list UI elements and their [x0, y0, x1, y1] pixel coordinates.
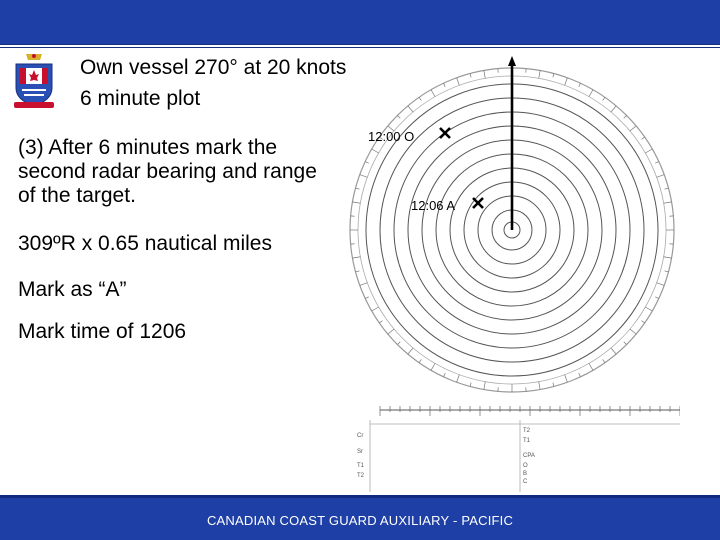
bearing-tick	[645, 149, 652, 153]
form-left-label: Sr	[357, 449, 363, 455]
bearing-tick	[655, 162, 659, 164]
slide-title	[80, 52, 346, 114]
top-banner	[0, 0, 720, 44]
form-right-label: C	[523, 479, 528, 485]
bearing-tick	[365, 162, 369, 164]
target-a-marker-icon	[473, 198, 483, 208]
bearing-tick	[397, 342, 400, 345]
bearing-tick	[397, 115, 400, 118]
bearing-tick	[611, 106, 616, 112]
bearing-tick	[431, 90, 435, 97]
form-left-label: T1	[357, 463, 365, 469]
bearing-tick	[657, 283, 665, 286]
bearing-tick	[539, 382, 540, 390]
form-right-label: O	[523, 463, 528, 469]
bearing-tick	[611, 348, 616, 354]
title-line-2: 6 minute plot	[80, 87, 201, 110]
bearing-tick	[641, 137, 644, 139]
bearing-text: 309ºR x 0.65 nautical miles	[18, 232, 272, 255]
bearing-tick	[360, 283, 368, 286]
bearing-tick	[388, 329, 394, 334]
bearing-tick	[484, 382, 485, 390]
bearing-tick	[553, 74, 554, 78]
bearing-tick	[470, 383, 471, 387]
bearing-tick	[419, 97, 421, 100]
mark-time-text: Mark time of 1206	[18, 320, 187, 343]
bearing-tick	[352, 257, 360, 258]
bearing-tick	[444, 373, 446, 377]
bearing-tick	[665, 188, 669, 189]
bearing-tick	[372, 149, 379, 153]
footer-text: CANADIAN COAST GUARD AUXILIARY - PACIFIC	[206, 513, 514, 528]
position-a-label: 12:06 A	[411, 198, 456, 213]
bearing-tick	[664, 257, 672, 258]
bearing-tick	[539, 70, 540, 78]
form-right-label: T2	[523, 428, 531, 434]
bearing-tick	[360, 175, 368, 178]
bearing-tick	[408, 348, 413, 354]
target-o-marker-icon	[440, 128, 450, 138]
title-line-1: Own vessel 270° at 20 knots	[80, 56, 347, 79]
bearing-tick	[352, 202, 360, 203]
bearing-tick	[372, 307, 379, 311]
bearing-tick	[356, 188, 360, 189]
mark-as-text: Mark as “A”	[18, 278, 127, 301]
bearing-tick	[457, 78, 460, 86]
heading-arrow-icon	[508, 56, 516, 66]
bearing-tick	[484, 70, 485, 78]
bearing-tick	[645, 307, 652, 311]
instruction-step: (3) After 6 minutes mark the second radar bearing and range of the target.	[18, 136, 317, 207]
bearing-tick	[655, 297, 659, 299]
form-right-label: CPA	[523, 453, 535, 459]
bearing-tick	[431, 363, 435, 370]
bearing-tick	[579, 373, 581, 377]
form-right-label: T1	[523, 438, 531, 444]
bearing-tick	[356, 271, 360, 272]
bearing-tick	[457, 375, 460, 383]
bearing-tick	[365, 297, 369, 299]
bearing-tick	[444, 83, 446, 87]
form-left-label: Cr	[357, 433, 364, 439]
form-left-label: T2	[357, 473, 365, 479]
bearing-tick	[379, 321, 382, 323]
bearing-tick	[579, 83, 581, 87]
bearing-tick	[630, 329, 636, 334]
bearing-tick	[565, 375, 568, 383]
bearing-tick	[603, 97, 605, 100]
bearing-tick	[624, 115, 627, 118]
position-o-label: 12:00 O	[368, 129, 415, 144]
bearing-tick	[589, 363, 593, 370]
bearing-tick	[657, 175, 665, 178]
form-right-label: B	[523, 471, 528, 477]
bearing-tick	[565, 78, 568, 86]
bearing-tick	[553, 383, 554, 387]
bearing-tick	[589, 90, 593, 97]
bearing-tick	[419, 359, 421, 362]
bearing-tick	[470, 74, 471, 78]
bearing-tick	[603, 359, 605, 362]
bearing-tick	[665, 271, 669, 272]
bearing-tick	[624, 342, 627, 345]
ccga-logo	[10, 50, 58, 110]
bearing-tick	[641, 321, 644, 323]
bearing-tick	[664, 202, 672, 203]
radar-plotting-sheet	[345, 52, 680, 492]
bearing-tick	[630, 126, 636, 131]
bearing-tick	[408, 106, 413, 112]
top-divider	[0, 44, 720, 48]
